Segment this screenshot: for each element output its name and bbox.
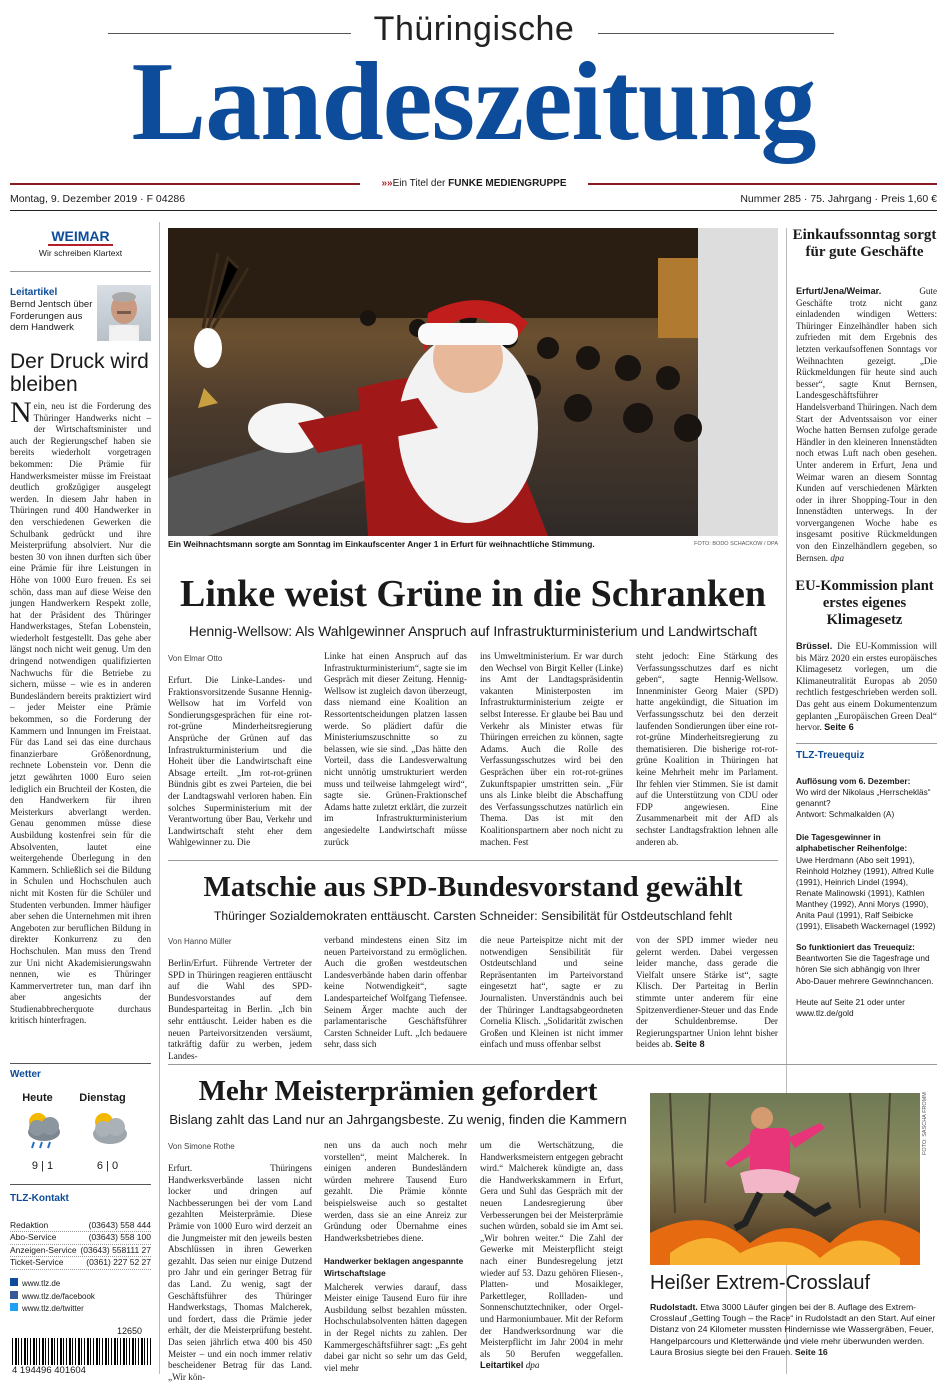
- contact-phone[interactable]: (03643) 558 100: [88, 1232, 151, 1243]
- rain-cloud-icon: [22, 1110, 66, 1157]
- linke-subheadline: Hennig-Wellsow: Als Wahlgewinner Anspruch auf Infrastrukturministerium und Landwirtschaft: [188, 624, 758, 639]
- spd-headline: Matschie aus SPD-Bundesvorstand gewählt: [203, 871, 743, 903]
- linke-col3: ins Umweltministerium. Er war durch den Wechsel von Birgit Keller (Linke) ins Amt der Landtagspräsidentin vakanten Ministerposten im Infrastrukturministerium zeigte er selbst Interesse. Er glaube bei Bau und Verkehr als Minister etwas für Thüringen erreichen zu können, sagte Adams. Auch die Rolle des Verfassungsschutzes wird bei den Gesprächen über ein rot-rot-grünes Zukunftspapier umstritten sein. „Für uns als Linke bleibt die Abschaffung des Verfassungsschutzes natürlich ein Thema. Das ist mit den Koalitionspartnern aber noch nicht zu machen. Fest: [480, 651, 623, 847]
- contact-phone[interactable]: (03643) 558111 27: [80, 1244, 151, 1255]
- leitartikel-author: Bernd Jentsch über Forderungen aus dem Handwerk: [10, 299, 93, 333]
- meister-author: Von Simone Rothe: [168, 1142, 235, 1151]
- einkauf-headline: Einkaufssonntag sorgt für gute Geschäfte: [792, 227, 937, 260]
- twitter-link[interactable]: www.tlz.de/twitter: [10, 1303, 95, 1316]
- photo-credit: FOTO: BODO SCHACKOW / DPA: [694, 541, 778, 547]
- crosslauf-photo: [650, 1093, 920, 1265]
- weather-day2: Dienstag: [79, 1092, 126, 1104]
- leitartikel-label: Leitartikel: [10, 287, 58, 298]
- contact-key: Redaktion: [10, 1220, 49, 1230]
- issue-number: Nummer 285 · 75. Jahrgang · Preis 1,60 €: [740, 193, 937, 205]
- leitartikel-headline: Der Druck wird bleiben: [10, 350, 149, 396]
- masthead-name: Landeszeitung: [131, 40, 816, 164]
- crosslauf-body: Rudolstadt. Etwa 3000 Läufer gingen bei der 8. Auflage des Extrem-Crosslauf „Getting Tough – the Race“ in Rudolstadt an den Start. Auf einer Distanz von 24 Kilometer mussten Hindernisse wie Wassergräben, Feuer, Hangelparcours und Kletterwände und viele mehr überwunden werden. Laura Brosius siegte bei den Frauen. Seite 16: [650, 1302, 936, 1357]
- linke-col4: steht jedoch: Eine Stärkung des Verfassungsschutzes darf es nicht geben“, sagte Hennig-Wellsow. Innenminister Georg Maier (SPD) hatte angekündigt, die Situation im Verfassungsschutz bei den derzeit laufenden Sondierungen über eine rot-rot-grüne Minderheitsregierung zu thematisieren. Die bisherige rot-rot-grüne Koalition in Thüringen hat keine Mehrheit mehr im Parlament. Ihr fehlen vier Stimmen. Sie ist damit auf die Unterstützung von CDU oder FDP angewiesen. Eine Zusammenarbeit mit der AfD als sechster Landtagsfraktion lehnen alle anderen ab.: [636, 651, 778, 847]
- contact-phone[interactable]: (03643) 558 444: [88, 1220, 151, 1230]
- einkauf-body: Erfurt/Jena/Weimar. Gute Geschäfte trotz nicht ganz einladenden windigen Wetters: Thüringer Einzelhändler haben sich zufrieden mit dem Ergebnis des letzten verkaufsoffenen Sonntags vor Weihnachten gezeigt. „Die Rückmeldungen für heute sind auch besser“, sagte Knut Bernsen, Landesgeschäftsführer Handelsverband Thüringen. Nach dem Start der Adventssaison vor einer Woche hatten Bernsen zufolge gerade Händler in den kleineren Innenstädten noch etwas Luft nach oben gesehen. Unter anderem in Erfurt, Jena und Weimar waren an diesem Sonntag Kunden auf verschiedenen Märkten oder in ihrer Shopping-Tour in den Innenstädten unterwegs. In der vorvergangenen Woche habe es insgesamt positive Rückmeldungen von den Einzelhändlern gegeben, so Bernsen. dpa: [796, 286, 937, 563]
- spd-col1: Berlin/Erfurt. Führende Vertreter der SPD in Thüringen reagieren enttäuscht auf die Wahl des SPD-Bundesvorstandes auf dem Bundesparteitag in Berlin. „Ich bin sehr enttäuscht. Leider haben es die neuen Parteivorsitzenden versäumt, tatkräftig dafür zu werben, jedem Landes-: [168, 958, 312, 1061]
- spd-col2: verband mindestens einen Sitz im neuen Parteivorstand zu ermöglichen. Auch die großen westdeutschen Landesverbände haben darin offenbar keine Notwendigkeit“, sagte Landesparteichef Wolfgang Tiefensee. Seinem Ärger machte auch der parlamentarische Geschäftsführer Carsten Schneider Luft. „Ich bedauere sehr, dass sich: [324, 935, 467, 1050]
- contact-phone[interactable]: (0361) 227 52 27: [86, 1257, 151, 1268]
- meister-subheadline: Bislang zahlt das Land nur an Jahrgangsbeste. Zu wenig, finden die Kammern: [169, 1112, 627, 1127]
- issue-date: Montag, 9. Dezember 2019 · F 04286: [10, 193, 186, 205]
- contact-row: [10, 1220, 151, 1232]
- eu-body: Brüssel. Die EU-Kommission will bis März 2020 ein erstes europäisches Klimagesetz vorlegen, um die Klimaneutralität Europas ab 2050 rechtlich festgeschrieben werden soll. Das geht aus einem Dokumentenzum geplanten „Europäischen Green Deal“ hervor. Seite 6: [796, 641, 937, 733]
- weather-temp2: 6 | 0: [96, 1160, 119, 1172]
- eu-headline: EU-Kommission plant erstes eigenes Klimagesetz: [795, 578, 934, 628]
- treuequiz-label: TLZ-Treuequiz: [796, 750, 865, 761]
- tagline: »»Ein Titel der FUNKE MEDIENGRUPPE: [381, 178, 567, 189]
- spd-col4: von der SPD immer wieder neu gelernt werden. Dabei vergessen leider manche, dass gerade die Vielfalt unsere Stärke ist“, sagte Klisch. Der Parteitag in Berlin stimmte unter anderem für eine Spitzenverdiener-Steuer und das Ende der Schuldenbremse. Der Regierungspartner Union lehnt bisher beides ab. Seite 8: [636, 935, 778, 1050]
- spd-author: Von Hanno Müller: [168, 937, 232, 946]
- facebook-icon: [10, 1291, 18, 1299]
- meister-col1: Erfurt. Thüringens Handwerksverbände lassen nicht locker und dringen auf Nachbesserungen bei der vom Land gezahlten Meisterprämie. Diese Prämie von 1000 Euro wird derzeit an die Jungmeister mit den jeweils besten Abschlüssen in ihren Gewerken gezahlt. Das seien nur einige Dutzend pro Jahr und ein geringer Betrag für das Land. Zu wenig, sagt der Geschäftsführer des Thüringer Handwerkstags, Thomas Malcherek, und fordert, dass die Prämie jeder erhält, der die Meisterprüfung besteht. Das seien jährlich etwa 400 bis 450 Meister – und ein noch immer relativ bescheidener Betrag für das Land. „Wir kön-: [168, 1163, 312, 1382]
- linke-headline: Linke weist Grüne in die Schranken: [180, 573, 766, 615]
- weather-temp1: 9 | 1: [31, 1160, 54, 1172]
- city-name: WEIMAR: [48, 228, 112, 246]
- facebook-link[interactable]: www.tlz.de/facebook: [10, 1291, 95, 1304]
- twitter-icon: [10, 1303, 18, 1311]
- contact-key: Abo-Service: [10, 1232, 57, 1243]
- barcode-top: 12650: [117, 1326, 143, 1336]
- contact-row: [10, 1245, 151, 1257]
- barcode-number: 4 194496 401604: [10, 1365, 151, 1376]
- spd-col3: die neue Parteispitze nicht mit der notwendigen Sensibilität für Ostdeutschland und seine Repräsentanten im Parteivorstand eingesetzt hat“, sagte er zu Journalisten. Unverständnis auch bei der Thüringer Landtagsabgeordneten Cornelia Klisch. „Solidarität zwischen Großen und Kleinen ist nicht immer einfach und muss offenbar selbst: [480, 935, 623, 1050]
- santa-photo: [168, 228, 778, 536]
- contact-row: [10, 1232, 151, 1244]
- spd-subheadline: Thüringer Sozialdemokraten enttäuscht. Carsten Schneider: Sensibilität für Ostdeutschland fehlt: [213, 909, 733, 923]
- contact-key: Anzeigen-Service: [10, 1244, 77, 1255]
- linke-col1: Erfurt. Die Linke-Landes- und Fraktionsvorsitzende Susanne Hennig-Wellsow hat im Vorfeld von Sondierungsgesprächen für eine rot-rot-grüne Minderheitsregierung Ansprüche der Grünen auf das Infrastrukturministerium und die Hoheit über die Landwirtschaft eine Absage erteilt. „Im rot-rot-grünen Bündnis gibt es zwei Parteien, die bei der Landtagswahl verloren haben. Ein solches Superministerium mit der Verantwortung über Bau, Verkehr und Landwirtschaft steht eher dem Wahlgewinner zu. Die: [168, 675, 312, 848]
- linke-author: Von Elmar Otto: [168, 654, 223, 663]
- weather-label: Wetter: [10, 1069, 41, 1080]
- crosslauf-headline: Heißer Extrem-Crosslauf: [650, 1272, 871, 1294]
- photo-caption: Ein Weihnachtsmann sorgte am Sonntag im Einkaufscenter Anger 1 in Erfurt für weihnachtliche Stimmung.: [168, 539, 595, 549]
- author-photo: [97, 285, 151, 341]
- treuequiz-body: Auflösung vom 6. Dezember: Wo wird der Nikolaus „Herrschekläs“ genannt? Antwort: Schmalkalden (A) Die Tagesgewinner in alphabetischer Reihenfolge: Uwe Herdmann (Abo seit 1991), Reinhold Holzhey (1991), Alfred Kulle (1991), Heinrich Lindel (1994), Renate Malinowski (1991), Kathlen Manthey (1992), Anni Morys (1990), Anita Paul (1991), Ralf Seibicke (1991), Elisabeth Wackernagel (1992) So funktioniert das Treuequiz: Beantworten Sie die Tagesfrage und hören Sie sich abhängig von Ihrer Abo-Dauer mehrere Gewinnchancen. Heute auf Seite 21 oder unter www.tlz.de/gold: [796, 776, 936, 1018]
- masthead-top: Thüringische: [373, 10, 575, 48]
- weather-day1: Heute: [22, 1092, 53, 1104]
- contact-web: [10, 1278, 95, 1316]
- contact-label: TLZ-Kontakt: [10, 1193, 69, 1204]
- meister-col3: um die Wertschätzung, die Handwerksmeistern entgegen gebracht wird.“ Malcherek kündigte an, dass die Handwerkskammern in Erfurt, Gera und Suhl das Gespräch mit der neuen Landesregierung über Verbesserungen bei der Meisterprämie suchen würden, sobald sie im Amt sei. „Wir bohren weiter.“ Die Zahl der Gewerke mit Meisterpflicht steigt nach einer Bundesregelung jetzt wieder auf 53. Dazu gehören Fliesen-, Platten- und Mosaikleger, Parkettleger, Rollladen- und Sonnenschutztechniker, oder Orgel- und Harmoniumbauer. Mit der Reform der Handwerksordnung war die Meisterpflicht im Jahr 2004 in mehr als 50 Berufen weggefallen. Leitartikel dpa: [480, 1140, 623, 1371]
- local-edition: [10, 228, 151, 258]
- city-slogan: Wir schreiben Klartext: [38, 248, 123, 258]
- meister-col2: nen uns da auch noch mehr vorstellen“, meint Malcherek. In einigen anderen Bundesländern würden mehrere Tausend Euro gezahlt. Die Prämie könnte beispielsweise auch so gestaltet werden, dass sie an eine Anreiz zur Gründung oder Übernahme eines Handwerksbetriebes diene. Handwerker beklagen angespannte Wirtschaftslage Malcherek verwies darauf, dass Meister einige Tausend Euro für ihre Ausbildung selbst bezahlen müssten. Hochschulabsolventen hätten dagegen in der Regel nichts zu zahlen. Der Kammergeschäftsführer sagt: „Es geht dabei gar nicht so sehr um das Geld, viel mehr: [324, 1140, 467, 1373]
- linke-col2: Linke hat einen Anspruch auf das Infrastrukturministerium“, sagte sie im Gespräch mit dieser Zeitung. Hennig-Wellsow ist zugleich davon überzeugt, dass niemand eine Koalition an Ressortentscheidungen platzen lassen werde. So plädiert dafür die Ministeriumszuschnitte so zu belassen, wie sie sind. „Das hätte den Vorteil, dass die Landesverwaltung nicht unnötig umstrukturiert werden muss und teilweise lahmgelegt wird“, sagte sie. Grünen-Fraktionschef Adams hatte zuletzt erklärt, die zurzeit im Infrastrukturministerium angesiedelte Landwirtschaft müsse zurück: [324, 651, 467, 847]
- crosslauf-credit: FOTO: SASCHA FROMM: [922, 1092, 928, 1155]
- contact-key: Ticket-Service: [10, 1257, 64, 1268]
- meister-headline: Mehr Meisterprämien gefordert: [198, 1075, 598, 1107]
- contact-table: [10, 1220, 151, 1270]
- contact-row: [10, 1257, 151, 1269]
- globe-icon: [10, 1278, 18, 1286]
- cloud-icon: [88, 1110, 132, 1157]
- web-link[interactable]: www.tlz.de: [10, 1278, 95, 1291]
- leitartikel-body: Nein, neu ist die Forderung des Thüringer Handwerks nicht – der Wirtschaftsminister und auch der Regierungschef haben sie bereits wiederholt vorgetragen bekommen: Die Prämie für Handwerksmeister müsse im Freistaat deutlich großzügiger ausgelegt werden. In diesem Jahr haben in Thüringen rund 400 Handwerker in den verschiedenen Gewerken die Schulbank gedrückt und ihre Meisterprüfung absolviert. Nur die besten 30 von ihnen durften sich über eine Prämie für ihre Leistungen in Höhe von 1000 Euro freuen. Es sei schön, dass man auf diese Weise den jungen Handwerkern Respekt zolle, hat der Präsident des Thüringer Handwerkstages, Stefan Lobenstein, wiederholt festgestellt. Das gehe aber längst noch nicht weit genug. Um den dringend notwendigen qualifizierten Nachwuchs für die Betriebe zu sichern, müsse – wie es in anderen Bundesländern bereits praktiziert wird – jeder Meister eine Prämie bekommen, so die Forderung der Kammern und Innungen im Freistaat. Für das Land sei das eine durchaus finanzierbare Größenordnung, rechnete Lobenstein vor. Denn die jetzt gewährten 1000 Euro seien lediglich ein Bruchteil der Kosten, die den Handwerkern für ihren Meisterkurs abverlangt werden. Genau genommen müsse diese Ausbildung kostenfrei sein für die Absolventen, lautet eine weitergehende Überlegung in den Kammern. Schließlich sei die Bildung in Schulen und Hochschulen auch nicht mit Kosten für die Schüler und Studenten verbunden. Immer häufiger aber sehen die Unternehmen mit ihren Angeboten zur beruflichen Bildung in direkter Konkurrenz zu den Hochschulen. Man muss den Trend zur Uni nicht Akademisierungswahn nennen, wie es Thüringer Kammervertreter tun, man darf ihn aber angesichts der Studienabbrecherquote durchaus kritisch hinterfragen.: [10, 396, 151, 1026]
